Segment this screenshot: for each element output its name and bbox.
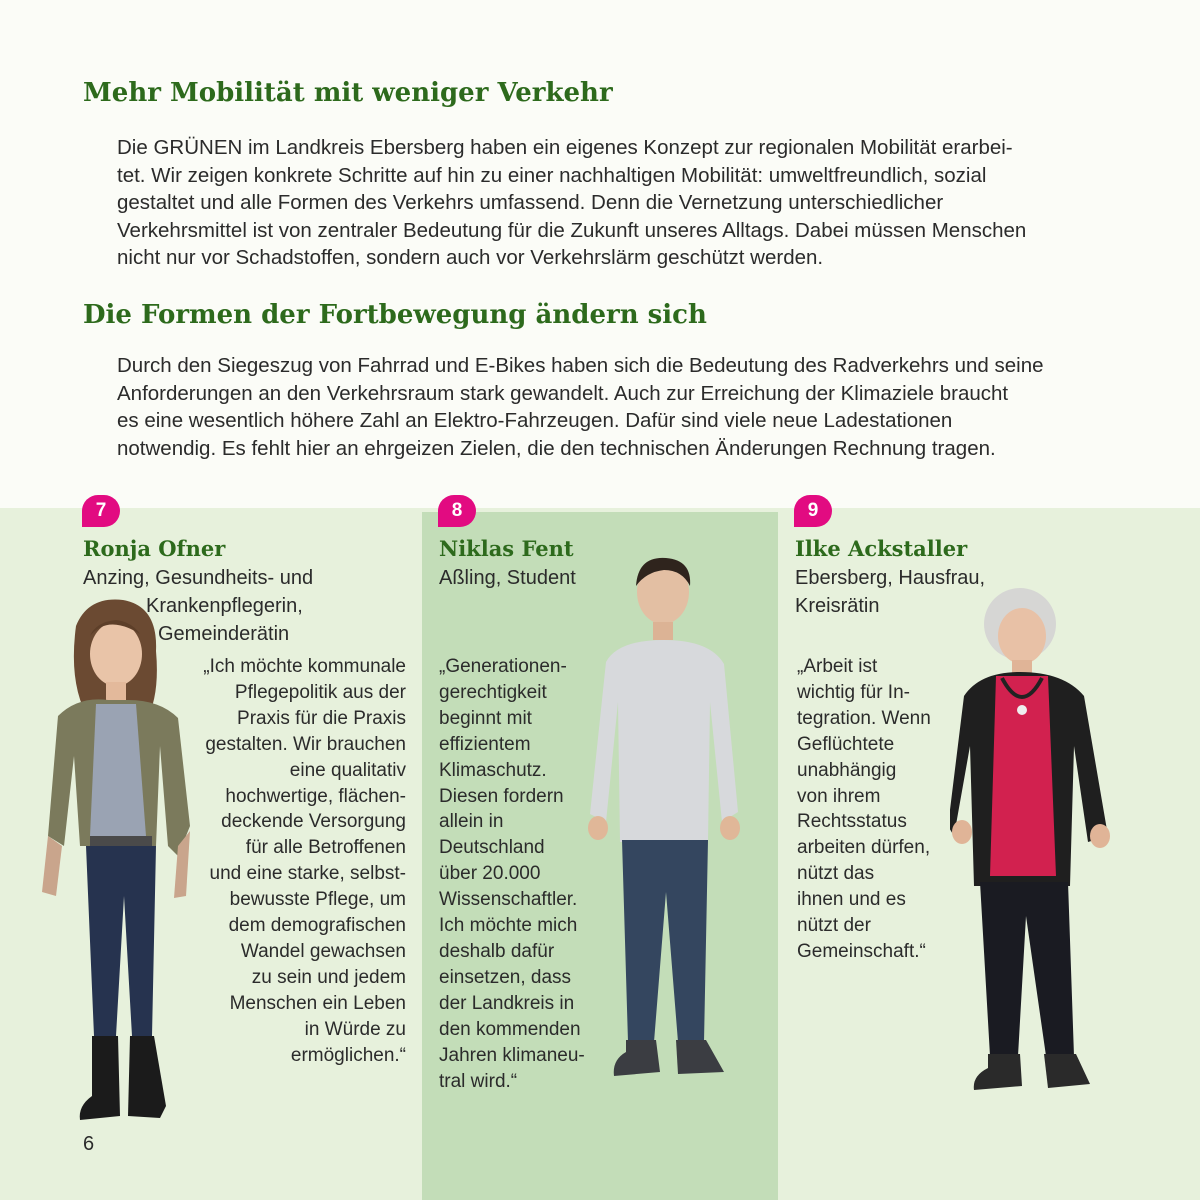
quote-line: tral wird.“ (439, 1070, 518, 1092)
quote-line: eine qualitativ (289, 759, 406, 781)
quote-line: Pflegepolitik aus der (234, 681, 406, 703)
quote-line: allein in (439, 811, 504, 833)
quote-line: arbeiten dürfen, (797, 837, 931, 859)
quote-line: einsetzen, dass (439, 966, 572, 988)
quote-line: ihnen und es (797, 889, 906, 911)
candidate-photo-ilke (950, 586, 1120, 1106)
candidate-name: Ronja Ofner (83, 536, 226, 561)
quote-line: Deutschland (439, 837, 545, 859)
section-heading-transport-forms: Die Formen der Fortbewegung ändern sich (83, 300, 707, 330)
candidate-quote (439, 654, 619, 1094)
quote-line: gestalten. Wir brauchen (205, 733, 406, 755)
quote-line: Gemeinschaft.“ (797, 940, 926, 962)
candidate-number-badge: 7 (82, 495, 120, 527)
role-line: Aßling, Student (439, 567, 576, 589)
candidate-quote (150, 654, 406, 1069)
quote-line: hochwertige, flächen- (225, 785, 406, 807)
role-line: Gemeinderätin (158, 623, 290, 645)
quote-line: nützt der (797, 915, 871, 937)
quote-line: zu sein und jedem (251, 966, 406, 988)
paragraph-line: nicht nur vor Schadstoffen, sondern auch vor Verkehrslärm geschützt werden. (117, 246, 824, 269)
paragraph-line: Anforderungen an den Verkehrsraum stark gewandelt. Auch zur Erreichung der Klimaziele braucht (117, 381, 1009, 405)
candidate-number-badge: 9 (794, 495, 832, 527)
quote-line: „Ich möchte kommunale (203, 656, 406, 677)
quote-line: tegration. Wenn (797, 707, 931, 729)
quote-line: unabhängig (797, 759, 897, 781)
quote-line: deshalb dafür (439, 940, 555, 962)
candidate-role (439, 564, 576, 592)
quote-line: Praxis für die Praxis (237, 707, 406, 729)
quote-line: Rechtsstatus (797, 811, 907, 833)
quote-line: ermöglichen.“ (290, 1044, 406, 1066)
quote-line: Klimaschutz. (439, 759, 547, 781)
quote-line: den kommenden (439, 1018, 581, 1040)
quote-line: Geflüchtete (797, 733, 895, 755)
quote-line: Jahren klimaneu- (439, 1044, 585, 1066)
quote-line: für alle Betroffenen (245, 837, 406, 859)
quote-line: bewusste Pflege, um (229, 889, 406, 911)
paragraph-line: Die GRÜNEN im Landkreis Ebersberg haben ein eigenes Konzept zur regionalen Mobilität erarbei- (117, 136, 1013, 159)
paragraph-line: tet. Wir zeigen konkrete Schritte auf hin zu einer nachhaltigen Mobilität: umweltfreundlich, sozial (117, 163, 987, 187)
quote-line: „Arbeit ist (797, 656, 878, 677)
quote-line: wichtig für In- (797, 681, 910, 703)
quote-line: nützt das (797, 863, 875, 885)
paragraph-line: Verkehrsmittel ist von zentraler Bedeutung für die Zukunft unseres Alltags. Dabei müssen Menschen (117, 218, 1027, 242)
quote-line: beginnt mit (439, 707, 532, 729)
page-number: 6 (83, 1133, 95, 1155)
quote-line: und eine starke, selbst- (209, 863, 406, 885)
quote-line: dem demografischen (228, 915, 406, 937)
section-paragraph-mobility (117, 134, 1117, 272)
paragraph-line: Durch den Siegeszug von Fahrrad und E-Bikes haben sich die Bedeutung des Radverkehrs und seine (117, 354, 1044, 377)
quote-line: der Landkreis in (439, 992, 575, 1014)
role-line: Krankenpflegerin, (146, 595, 303, 617)
candidate-name: Ilke Ackstaller (795, 536, 968, 561)
candidate-quote (797, 654, 967, 965)
quote-line: Diesen fordern (439, 785, 564, 807)
paragraph-line: notwendig. Es fehlt hier an ehrgeizen Zielen, die den technischen Änderungen Rechnung tragen. (117, 436, 996, 460)
quote-line: Ich möchte mich (439, 915, 578, 937)
paragraph-line: es eine wesentlich höhere Zahl an Elektro-Fahrzeugen. Dafür sind viele neue Ladestationen (117, 409, 953, 432)
paragraph-line: gestaltet und alle Formen des Verkehrs umfassend. Denn die Vernetzung unterschiedlicher (117, 191, 944, 214)
quote-line: von ihrem (797, 785, 881, 807)
quote-line: Menschen ein Leben (229, 992, 406, 1014)
quote-line: Wandel gewachsen (240, 940, 406, 962)
section-paragraph-transport-forms (117, 352, 1117, 462)
candidate-number-badge: 8 (438, 495, 476, 527)
quote-line: Wissenschaftler. (439, 889, 578, 911)
quote-line: über 20.000 (439, 863, 541, 885)
quote-line: gerechtigkeit (439, 681, 547, 703)
quote-line: in Würde zu (304, 1018, 406, 1040)
section-heading-mobility: Mehr Mobilität mit weniger Verkehr (83, 78, 613, 108)
role-line: Ebersberg, Hausfrau, (795, 567, 986, 589)
role-line: Anzing, Gesundheits- und (83, 567, 314, 589)
quote-line: effizientem (439, 733, 531, 755)
quote-line: „Generationen- (439, 656, 567, 677)
candidate-name: Niklas Fent (439, 536, 574, 561)
quote-line: deckende Versorgung (221, 811, 406, 833)
role-line: Kreisrätin (795, 595, 880, 617)
